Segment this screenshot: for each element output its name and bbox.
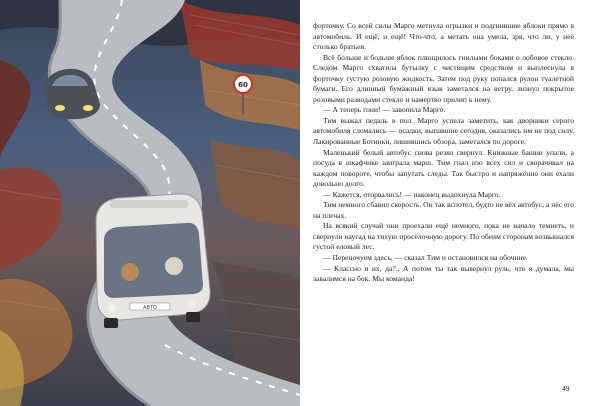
- white-bus: [96, 194, 210, 328]
- paragraph-7: Тим немного сбавил скорость. Он так вспотел, будто не вёл автобус, а нёс его на плечах.: [313, 200, 574, 220]
- page-text: [313, 21, 574, 381]
- paragraph-5: Маленький белый автобус снова резко свернул. Книжные башни упали, а посуда в шкафчике заиграла марш. Тим гнал изо всех сил и сворачивал на каждом повороте, чтобы запутать следы. Так быстро и напряжённо они ехали довольно долго.: [313, 147, 574, 189]
- paragraph-8: На всякий случай они проехали ещё немного, пока не начало темнеть, и свернули наугад на тихую просёлочную дорогу. По обеим сторонам возвышался густой еловый лес.: [313, 221, 574, 252]
- paragraph-3: — А теперь гони! — завопила Марго.: [323, 105, 446, 115]
- bus-plate: АВТО: [143, 305, 157, 311]
- paragraph-6: — Кажется, оторвались! — наконец выдохнула Марго.: [323, 189, 501, 199]
- paragraph-4: Тим выжал педаль в пол. Марго успела заметить, как дворники серого автомобиля сломались — осадки, выпавшие сегодня, оказались им не под силу. Лакированные Ботинки, лишившись обзора, заметался по дороге.: [313, 115, 574, 147]
- page-number: 49: [562, 384, 570, 393]
- paragraph-1: форточку. Со всей силы Марго метнула огрызки и подгнившие яблоки прямо в автомобиль. И ещё, и ещё! Что-что, а метать она умела, зря, что ли, у неё столько братьев.: [313, 21, 574, 52]
- paragraph-2: Всё больше и больше яблок плющилось гнилыми боками о лобовое стекло. Следом Марго схватила бутылку с чистящим средством и выплеснула в форточку густую розовую жидкость. Затем под руку попался рулон туалетной бумаги. Его длинный бумажный язык заметался на ветру, лизнул покрытое розовыми разводами стекло и намертво прилип к нему.: [313, 52, 574, 104]
- paragraph-9: — Переночуем здесь, — сказал Тим и остановился на обочине.: [323, 253, 528, 263]
- paragraph-10: — Классно и их, да?.. А потом ты так вывернул руль, что я думала, мы завалимся на бок. Мы команда!: [313, 263, 574, 284]
- road-sign-label: 60: [238, 81, 248, 89]
